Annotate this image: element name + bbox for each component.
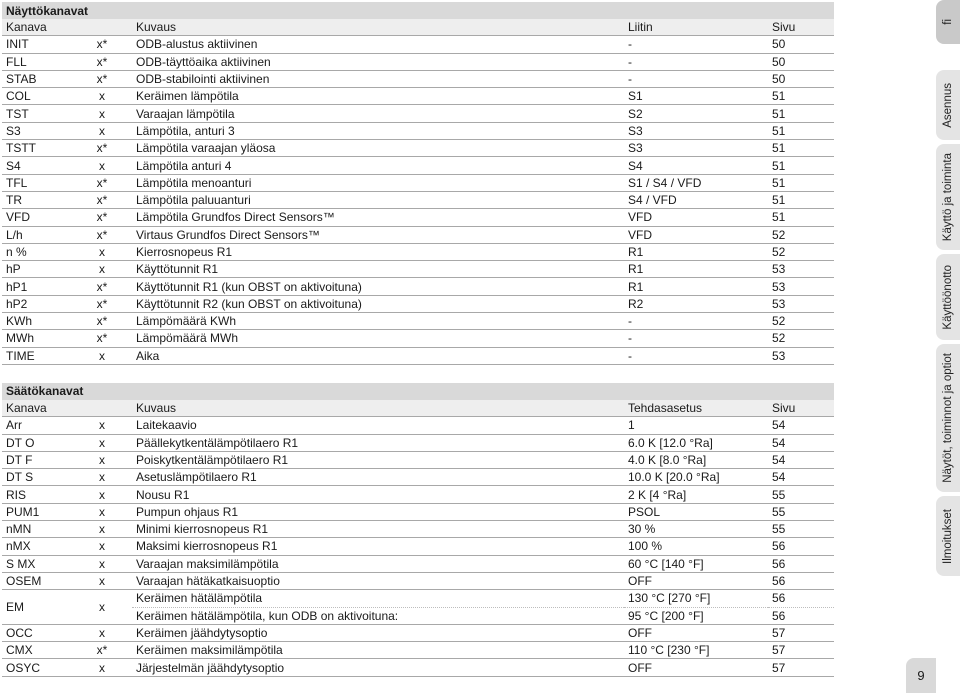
cell-mark: x* <box>68 313 132 330</box>
cell-kuvaus: Varaajan maksimilämpötila <box>132 555 624 572</box>
cell-mark: x* <box>68 140 132 157</box>
cell-mark: x <box>68 157 132 174</box>
cell-mark: x* <box>68 174 132 191</box>
adjustment-channels-table <box>2 383 834 677</box>
cell-mark: x <box>68 590 132 625</box>
cell-kanava: KWh <box>2 313 68 330</box>
cell-kanava: COL <box>2 88 68 105</box>
tab-naytot-toiminnot-ja-optiot[interactable]: Näytöt, toiminnot ja optiot <box>936 344 960 492</box>
cell-kanava: S MX <box>2 555 68 572</box>
cell-sivu: 53 <box>768 261 834 278</box>
cell-mark: x <box>68 469 132 486</box>
header-mark <box>68 400 132 417</box>
cell-kuvaus: Aika <box>132 347 624 364</box>
table-header-row <box>2 19 834 36</box>
table-row <box>2 105 834 122</box>
cell-kuvaus: Varaajan lämpötila <box>132 105 624 122</box>
table-row <box>2 122 834 139</box>
cell-kanava: L/h <box>2 226 68 243</box>
cell-kanava: VFD <box>2 209 68 226</box>
table-row <box>2 209 834 226</box>
cell-kuvaus: Lämpömäärä KWh <box>132 313 624 330</box>
table-row <box>2 313 834 330</box>
header-kanava: Kanava <box>2 19 68 36</box>
cell-kanava: DT F <box>2 451 68 468</box>
cell-kuvaus: Lämpötila, anturi 3 <box>132 122 624 139</box>
cell-sivu: 51 <box>768 174 834 191</box>
cell-mark: x <box>68 105 132 122</box>
cell-value: S4 <box>624 157 768 174</box>
cell-sivu: 50 <box>768 36 834 53</box>
cell-kanava: DT O <box>2 434 68 451</box>
table-row <box>2 330 834 347</box>
cell-kuvaus: Keräimen lämpötila <box>132 88 624 105</box>
cell-mark: x <box>68 243 132 260</box>
cell-kuvaus: Maksimi kierrosnopeus R1 <box>132 538 624 555</box>
table-row <box>2 521 834 538</box>
cell-mark: x* <box>68 278 132 295</box>
section-title: Näyttökanavat <box>2 2 834 19</box>
cell-mark: x <box>68 659 132 676</box>
cell-kuvaus: Laitekaavio <box>132 417 624 434</box>
table-row <box>2 243 834 260</box>
cell-kuvaus: Lämpötila menoanturi <box>132 174 624 191</box>
cell-value: R1 <box>624 278 768 295</box>
cell-sivu: 54 <box>768 469 834 486</box>
section-spacer <box>2 365 834 383</box>
cell-kuvaus: Lämpötila Grundfos Direct Sensors™ <box>132 209 624 226</box>
cell-mark: x <box>68 521 132 538</box>
cell-value: 2 K [4 °Ra] <box>624 486 768 503</box>
cell-mark: x <box>68 624 132 641</box>
tab-language[interactable]: fi <box>936 0 960 44</box>
cell-kanava: TFL <box>2 174 68 191</box>
cell-kanava: TSTT <box>2 140 68 157</box>
table-row <box>2 659 834 676</box>
cell-value: - <box>624 70 768 87</box>
header-sivu: Sivu <box>768 19 834 36</box>
header-mark <box>68 19 132 36</box>
cell-kuvaus: Lämpötila anturi 4 <box>132 157 624 174</box>
table-row <box>2 469 834 486</box>
cell-kuvaus: Virtaus Grundfos Direct Sensors™ <box>132 226 624 243</box>
cell-value: 30 % <box>624 521 768 538</box>
cell-kanava: EM <box>2 590 68 625</box>
cell-kanava: TST <box>2 105 68 122</box>
cell-sivu: 52 <box>768 330 834 347</box>
cell-kanava: OSEM <box>2 572 68 589</box>
cell-value: VFD <box>624 209 768 226</box>
cell-kuvaus: Käyttötunnit R1 (kun OBST on aktivoituna) <box>132 278 624 295</box>
cell-value: - <box>624 313 768 330</box>
cell-kanava: STAB <box>2 70 68 87</box>
cell-kanava: hP2 <box>2 295 68 312</box>
cell-mark: x <box>68 451 132 468</box>
cell-kuvaus: Keräimen maksimilämpötila <box>132 642 624 659</box>
cell-value: - <box>624 36 768 53</box>
table-row <box>2 278 834 295</box>
table-header-row <box>2 400 834 417</box>
cell-value: 130 °C [270 °F] <box>624 590 768 607</box>
cell-sivu: 56 <box>768 607 834 624</box>
table-row <box>2 503 834 520</box>
cell-mark: x <box>68 538 132 555</box>
cell-kuvaus: Varaajan hätäkatkaisuoptio <box>132 572 624 589</box>
table-row <box>2 36 834 53</box>
cell-value: S3 <box>624 140 768 157</box>
cell-kuvaus: Kierrosnopeus R1 <box>132 243 624 260</box>
cell-sivu: 52 <box>768 313 834 330</box>
table-row <box>2 538 834 555</box>
header-kanava: Kanava <box>2 400 68 417</box>
cell-sivu: 51 <box>768 122 834 139</box>
header-kuvaus: Kuvaus <box>132 400 624 417</box>
table-row <box>2 140 834 157</box>
cell-sivu: 56 <box>768 555 834 572</box>
cell-kanava: TIME <box>2 347 68 364</box>
table-row <box>2 88 834 105</box>
header-liitin: Liitin <box>624 19 768 36</box>
table-row <box>2 53 834 70</box>
cell-value: R1 <box>624 243 768 260</box>
table-row <box>2 572 834 589</box>
table-row <box>2 486 834 503</box>
cell-mark: x <box>68 122 132 139</box>
cell-mark: x* <box>68 70 132 87</box>
tab-kayttoonotto[interactable]: Käyttöönotto <box>936 254 960 340</box>
table-row <box>2 191 834 208</box>
page-number: 9 <box>906 658 936 693</box>
channel-tables <box>2 2 834 677</box>
cell-kanava: nMX <box>2 538 68 555</box>
cell-mark: x* <box>68 191 132 208</box>
cell-kuvaus: Asetuslämpötilaero R1 <box>132 469 624 486</box>
cell-sivu: 55 <box>768 521 834 538</box>
header-sivu: Sivu <box>768 400 834 417</box>
cell-sivu: 51 <box>768 140 834 157</box>
cell-kuvaus: Keräimen jäähdytysoptio <box>132 624 624 641</box>
table-row <box>2 590 834 607</box>
cell-sivu: 56 <box>768 590 834 607</box>
cell-sivu: 51 <box>768 191 834 208</box>
cell-value: VFD <box>624 226 768 243</box>
cell-kanava: OSYC <box>2 659 68 676</box>
cell-mark: x <box>68 88 132 105</box>
cell-sivu: 54 <box>768 417 834 434</box>
cell-value: OFF <box>624 572 768 589</box>
cell-kanava: hP1 <box>2 278 68 295</box>
cell-value: 60 °C [140 °F] <box>624 555 768 572</box>
cell-kanava: CMX <box>2 642 68 659</box>
cell-sivu: 52 <box>768 243 834 260</box>
cell-kanava: PUM1 <box>2 503 68 520</box>
cell-mark: x* <box>68 36 132 53</box>
cell-value: S4 / VFD <box>624 191 768 208</box>
table-row <box>2 157 834 174</box>
table-row <box>2 624 834 641</box>
cell-value: 4.0 K [8.0 °Ra] <box>624 451 768 468</box>
cell-sivu: 56 <box>768 538 834 555</box>
cell-mark: x <box>68 347 132 364</box>
cell-mark: x <box>68 261 132 278</box>
cell-value: PSOL <box>624 503 768 520</box>
cell-mark: x <box>68 555 132 572</box>
table-row <box>2 261 834 278</box>
cell-mark: x* <box>68 642 132 659</box>
cell-kuvaus: Lämpötila varaajan yläosa <box>132 140 624 157</box>
cell-kuvaus: ODB-alustus aktiivinen <box>132 36 624 53</box>
cell-mark: x <box>68 417 132 434</box>
cell-value: S3 <box>624 122 768 139</box>
table-row <box>2 70 834 87</box>
table-row <box>2 417 834 434</box>
cell-value: 10.0 K [20.0 °Ra] <box>624 469 768 486</box>
table-row <box>2 347 834 364</box>
table-row <box>2 226 834 243</box>
cell-value: - <box>624 330 768 347</box>
cell-value: OFF <box>624 659 768 676</box>
cell-kuvaus: Lämpömäärä MWh <box>132 330 624 347</box>
table-row <box>2 295 834 312</box>
cell-kanava: n % <box>2 243 68 260</box>
cell-value: R1 <box>624 261 768 278</box>
cell-value: 100 % <box>624 538 768 555</box>
section-title-row <box>2 383 834 400</box>
cell-sivu: 53 <box>768 347 834 364</box>
cell-mark: x* <box>68 295 132 312</box>
section-title: Säätökanavat <box>2 383 834 400</box>
cell-mark: x* <box>68 53 132 70</box>
cell-sivu: 55 <box>768 486 834 503</box>
cell-kuvaus: Lämpötila paluuanturi <box>132 191 624 208</box>
cell-sivu: 57 <box>768 642 834 659</box>
cell-sivu: 57 <box>768 624 834 641</box>
cell-kanava: FLL <box>2 53 68 70</box>
cell-sivu: 53 <box>768 278 834 295</box>
table-row <box>2 642 834 659</box>
cell-value: OFF <box>624 624 768 641</box>
cell-kanava: INIT <box>2 36 68 53</box>
cell-mark: x <box>68 503 132 520</box>
cell-kuvaus: Keräimen hätälämpötila, kun ODB on aktivoituna: <box>132 607 624 624</box>
cell-kanava: MWh <box>2 330 68 347</box>
cell-sivu: 54 <box>768 451 834 468</box>
cell-kuvaus: Käyttötunnit R2 (kun OBST on aktivoituna) <box>132 295 624 312</box>
cell-value: S2 <box>624 105 768 122</box>
cell-kanava: OCC <box>2 624 68 641</box>
cell-sivu: 52 <box>768 226 834 243</box>
tab-ilmoitukset[interactable]: Ilmoitukset <box>936 496 960 576</box>
cell-mark: x* <box>68 226 132 243</box>
cell-kanava: S3 <box>2 122 68 139</box>
cell-kuvaus: Järjestelmän jäähdytysoptio <box>132 659 624 676</box>
cell-mark: x* <box>68 209 132 226</box>
tab-asennus[interactable]: Asennus <box>936 70 960 140</box>
cell-kuvaus: Käyttötunnit R1 <box>132 261 624 278</box>
cell-kanava: S4 <box>2 157 68 174</box>
section-title-row <box>2 2 834 19</box>
cell-kuvaus: Päällekytkentälämpötilaero R1 <box>132 434 624 451</box>
cell-kanava: Arr <box>2 417 68 434</box>
table-row <box>2 174 834 191</box>
cell-value: R2 <box>624 295 768 312</box>
cell-kuvaus: ODB-täyttöaika aktiivinen <box>132 53 624 70</box>
cell-sivu: 56 <box>768 572 834 589</box>
cell-value: - <box>624 347 768 364</box>
cell-kanava: RIS <box>2 486 68 503</box>
header-kuvaus: Kuvaus <box>132 19 624 36</box>
cell-value: 6.0 K [12.0 °Ra] <box>624 434 768 451</box>
cell-mark: x* <box>68 330 132 347</box>
cell-kanava: nMN <box>2 521 68 538</box>
cell-mark: x <box>68 572 132 589</box>
cell-sivu: 53 <box>768 295 834 312</box>
cell-kuvaus: Poiskytkentälämpötilaero R1 <box>132 451 624 468</box>
table-row <box>2 434 834 451</box>
cell-value: 110 °C [230 °F] <box>624 642 768 659</box>
cell-value: 1 <box>624 417 768 434</box>
cell-sivu: 50 <box>768 53 834 70</box>
cell-mark: x <box>68 486 132 503</box>
cell-sivu: 51 <box>768 157 834 174</box>
cell-mark: x <box>68 434 132 451</box>
display-channels-table <box>2 2 834 365</box>
cell-kuvaus: ODB-stabilointi aktiivinen <box>132 70 624 87</box>
cell-sivu: 50 <box>768 70 834 87</box>
cell-value: S1 / S4 / VFD <box>624 174 768 191</box>
cell-sivu: 51 <box>768 88 834 105</box>
cell-kanava: hP <box>2 261 68 278</box>
cell-kuvaus: Keräimen hätälämpötila <box>132 590 624 607</box>
cell-sivu: 51 <box>768 105 834 122</box>
table-row <box>2 451 834 468</box>
cell-sivu: 55 <box>768 503 834 520</box>
table-row <box>2 555 834 572</box>
cell-value: - <box>624 53 768 70</box>
header-tehdasasetus: Tehdasasetus <box>624 400 768 417</box>
tab-kaytto-ja-toiminta[interactable]: Käyttö ja toiminta <box>936 144 960 250</box>
cell-kanava: DT S <box>2 469 68 486</box>
cell-value: S1 <box>624 88 768 105</box>
cell-kuvaus: Minimi kierrosnopeus R1 <box>132 521 624 538</box>
cell-sivu: 54 <box>768 434 834 451</box>
cell-value: 95 °C [200 °F] <box>624 607 768 624</box>
cell-kanava: TR <box>2 191 68 208</box>
cell-sivu: 51 <box>768 209 834 226</box>
cell-kuvaus: Pumpun ohjaus R1 <box>132 503 624 520</box>
cell-sivu: 57 <box>768 659 834 676</box>
cell-kuvaus: Nousu R1 <box>132 486 624 503</box>
side-tabs <box>936 0 960 693</box>
